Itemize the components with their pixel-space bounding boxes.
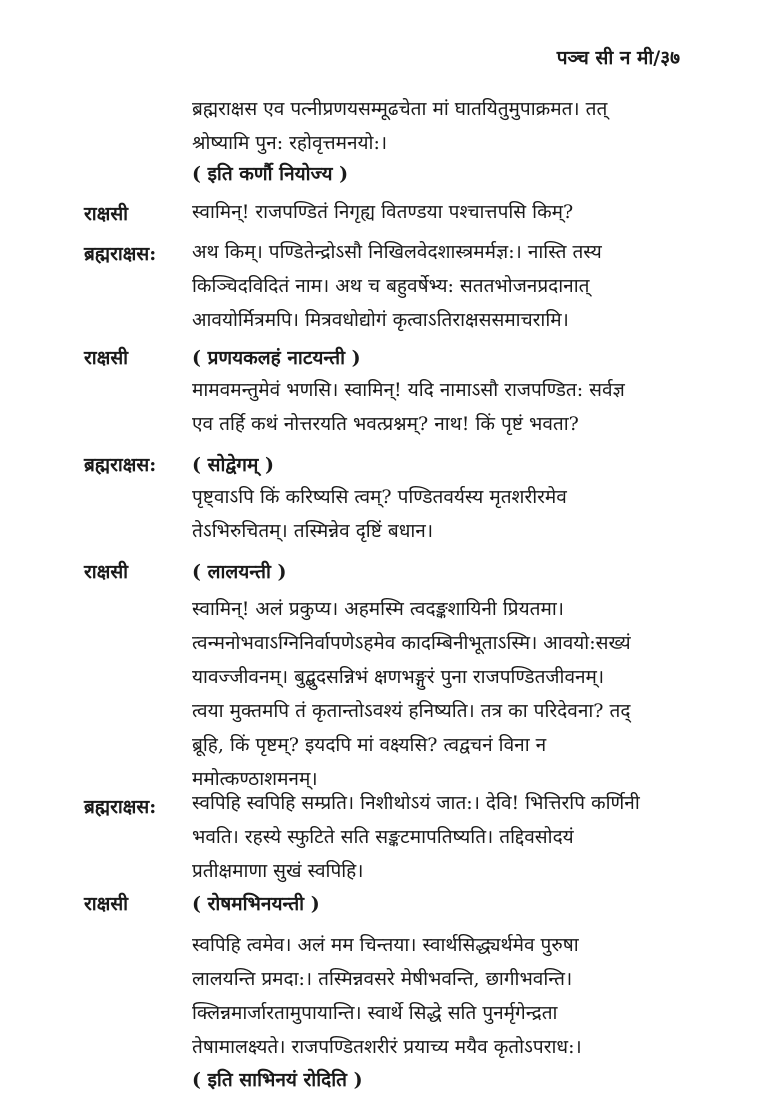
dialogue-text bbox=[192, 928, 672, 1064]
stage-direction: ( इति कर्णौ नियोज्य ) bbox=[192, 163, 349, 185]
stage-direction: ( लालयन्ती ) bbox=[192, 561, 287, 583]
dialogue-text bbox=[192, 373, 672, 441]
page-header: पञ्च सी न मी/३७ bbox=[556, 47, 680, 69]
text-line: श्रोष्यामि पुन: रहोवृत्तमनयो:। bbox=[192, 132, 388, 154]
speaker-brahmarakshasa: ब्रह्मराक्षस: bbox=[84, 796, 157, 818]
stage-direction: ( रोषमभिनयन्ती ) bbox=[192, 893, 320, 915]
text-line: ब्रूहि, किं पृष्टम्? इयदपि मां वक्ष्यसि? त्वद्वचनं विना न bbox=[192, 734, 547, 756]
intro-paragraph bbox=[192, 92, 672, 160]
stage-direction: ( प्रणयकलहं नाटयन्ती ) bbox=[192, 347, 361, 369]
text-line: एव तर्हि कथं नोत्तरयति भवत्प्रश्नम्? नाथ! किं पृष्टं भवता? bbox=[192, 413, 579, 435]
text-line: स्वपिहि त्वमेव। अलं मम चिन्तया। स्वार्थसिद्ध्यर्थमेव पुरुषा bbox=[192, 934, 579, 956]
text-line: किञ्चिदविदितं नाम। अथ च बहुवर्षेभ्य: सततभोजनप्रदानात् bbox=[192, 275, 590, 297]
text-line: ब्रह्मराक्षस एव पत्नीप्रणयसम्मूढचेता मां घातयितुमुपाक्रमत। तत् bbox=[192, 98, 608, 120]
speaker-rakshasi: राक्षसी bbox=[84, 347, 129, 369]
speaker-brahmarakshasa: ब्रह्मराक्षस: bbox=[84, 454, 157, 476]
dialogue-text bbox=[192, 235, 672, 337]
text-line: स्वपिहि स्वपिहि सम्प्रति। निशीथोऽयं जात:। देवि! भित्तिरपि कर्णिनी bbox=[192, 792, 640, 814]
text-line: ममोत्कण्ठाशमनम्। bbox=[192, 768, 318, 790]
speaker-rakshasi: राक्षसी bbox=[84, 893, 129, 915]
speaker-brahmarakshasa: ब्रह्मराक्षस: bbox=[84, 243, 157, 265]
text-line: भवति। रहस्ये स्फुटिते सति सङ्कटमापतिष्यति। तद्दिवसोदयं bbox=[192, 826, 574, 848]
text-line: स्वामिन्! अलं प्रकुप्य। अहमस्मि त्वदङ्कशायिनी प्रियतमा। bbox=[192, 598, 564, 620]
dialogue-text bbox=[192, 592, 672, 796]
text-line: अथ किम्। पण्डितेन्द्रोऽसौ निखिलवेदशास्त्रमर्मज्ञ:। नास्ति तस्य bbox=[192, 241, 602, 263]
stage-direction: ( सोद्वेगम् ) bbox=[192, 454, 274, 476]
text-line: आवयोर्मित्रमपि। मित्रवधोद्योगं कृत्वाऽतिराक्षससमाचरामि। bbox=[192, 309, 569, 331]
speaker-rakshasi: राक्षसी bbox=[84, 203, 129, 225]
text-line: तेऽभिरुचितम्। तस्मिन्नेव दृष्टिं बधान। bbox=[192, 520, 434, 542]
text-line: मामवमन्तुमेवं भणसि। स्वामिन्! यदि नामाऽसौ राजपण्डित: सर्वज्ञ bbox=[192, 379, 625, 401]
text-line: क्लिन्नमार्जारतामुपायान्ति। स्वार्थे सिद्धे सति पुनर्मृगेन्द्रता bbox=[192, 1002, 558, 1024]
dialogue-text bbox=[192, 195, 672, 229]
text-line: स्वामिन्! राजपण्डितं निगृह्य वितण्डया पश्चात्तपसि किम्? bbox=[192, 201, 574, 223]
text-line: तेषामालक्ष्यते। राजपण्डितशरीरं प्रयाच्य मयैव कृतोऽपराध:। bbox=[192, 1036, 582, 1058]
dialogue-text bbox=[192, 480, 672, 548]
text-line: पृष्ट्वाऽपि किं करिष्यसि त्वम्? पण्डितवर्यस्य मृतशरीरमेव bbox=[192, 486, 567, 508]
stage-direction: ( इति साभिनयं रोदिति ) bbox=[192, 1069, 363, 1091]
text-line: लालयन्ति प्रमदा:। तस्मिन्नवसरे मेषीभवन्ति, छागीभवन्ति। bbox=[192, 968, 573, 990]
speaker-rakshasi: राक्षसी bbox=[84, 561, 129, 583]
text-line: यावज्जीवनम्। बुद्बुदसन्निभं क्षणभङ्गुरं पुना राजपण्डितजीवनम्। bbox=[192, 666, 605, 688]
text-line: प्रतीक्षमाणा सुखं स्वपिहि। bbox=[192, 860, 364, 882]
dialogue-text bbox=[192, 786, 672, 888]
text-line: त्वया मुक्तमपि तं कृतान्तोऽवश्यं हनिष्यति। तत्र का परिदेवना? तद् bbox=[192, 700, 631, 722]
text-line: त्वन्मनोभवाऽग्निनिर्वापणेऽहमेव कादम्बिनीभूताऽस्मि। आवयो:सख्यं bbox=[192, 632, 631, 654]
